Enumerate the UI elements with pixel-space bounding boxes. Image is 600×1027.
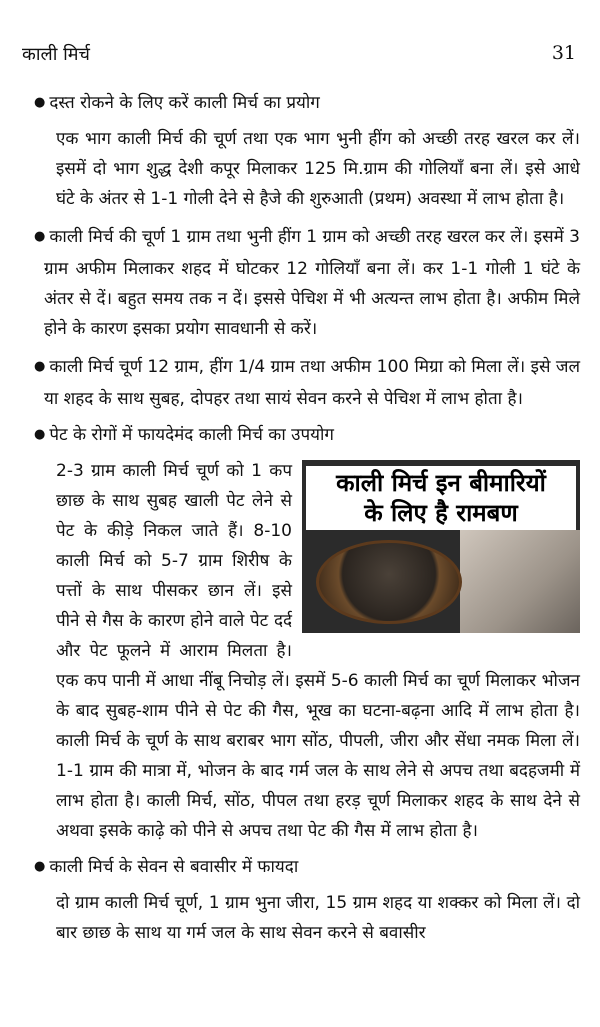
paragraph: दो ग्राम काली मिर्च चूर्ण, 1 ग्राम भुना जीरा, 15 ग्राम शहद या शक्कर को मिला लें। दो बार छाछ के साथ या गर्म जल के साथ सेवन करने से बवासीर	[56, 893, 580, 943]
promo-title-line2: के लिए है रामबण	[364, 499, 518, 527]
section-heading-diarrhea: ● दस्त रोकने के लिए करें काली मिर्च का प्रयोग	[34, 90, 580, 118]
running-title: काली मिर्च	[22, 44, 90, 65]
person-image-area	[460, 530, 580, 633]
page-number: 31	[551, 42, 576, 64]
page-body	[34, 90, 580, 956]
pepper-bowl-image	[316, 540, 462, 624]
section-heading-piles: ● काली मिर्च के सेवन से बवासीर में फायदा	[34, 854, 580, 882]
promo-title	[306, 466, 576, 530]
section-heading-stomach: ● पेट के रोगों में फायदेमंद काली मिर्च का उपयोग	[34, 422, 580, 450]
promo-title-line1: काली मिर्च इन बीमारियों	[336, 469, 546, 497]
bullet-paragraph: ● काली मिर्च चूर्ण 12 ग्राम, हींग 1/4 ग्राम तथा अफीम 100 मिग्रा को मिला लें। इसे जल या शहद के साथ सुबह, दोपहर तथा सायं सेवन करने से पेचिश में लाभ होता है।	[34, 352, 580, 414]
paragraph: एक भाग काली मिर्च की चूर्ण तथा एक भाग भुनी हींग को अच्छी तरह खरल कर लें। इसमें दो भाग शुद्ध देशी कपूर मिलाकर 125 मि.ग्राम की गोलियाँ बना लें। इसे आधे घंटे के अंतर से 1-1 गोली देने से हैजे की शुरुआती (प्रथम) अवस्था में लाभ होता है।	[56, 129, 580, 209]
black-pepper-promo-image	[302, 460, 580, 633]
page-header	[22, 42, 576, 72]
image-wrap-block	[34, 456, 580, 846]
bullet-paragraph: ● काली मिर्च की चूर्ण 1 ग्राम तथा भुनी हींग 1 ग्राम को अच्छी तरह खरल कर लें। इसमें 3 ग्राम अफीम मिलाकर शहद में घोटकर 12 गोलियाँ बना लें। कर 1-1 गोली 1 घंटे के अंतर से दें। बहुत समय तक न दें। इससे पेचिश में भी अत्यन्त लाभ होता है। अफीम मिले होने के कारण इसका प्रयोग सावधानी से करें।	[34, 222, 580, 344]
paragraph: 2-3 ग्राम काली मिर्च चूर्ण को 1 कप छाछ के साथ सुबह खाली पेट लेने से पेट के कीड़े निकल जाते हैं। 8-10 काली मिर्च को 5-7 ग्राम शिरीष के पत्तों के साथ पीसकर छान लें। इसे पीने से गैस के कारण होने वाले पेट दर्द और पेट फूलने में आराम मिलता है। एक कप पानी में आधा नींबू निचोड़ लें। इसमें 5-6 काली मिर्च का चूर्ण मिलाकर भोजन के बाद सुबह-शाम पीने से पेट की गैस, भूख का घटना-बढ़ना आदि में लाभ होता है। काली मिर्च के चूर्ण के साथ बराबर भाग सोंठ, पीपली, जीरा और सेंधा नमक मिला लें। 1-1 ग्राम की मात्रा में, भोजन के बाद गर्म जल के साथ लेने से अपच तथा बदहजमी में लाभ होता है। काली मिर्च, सोंठ, पीपल तथा हरड़ चूर्ण मिलाकर शहद के साथ देने से अथवा इसके काढ़े को पीने से अपच तथा पेट की गैस में लाभ होता है।	[56, 461, 580, 841]
